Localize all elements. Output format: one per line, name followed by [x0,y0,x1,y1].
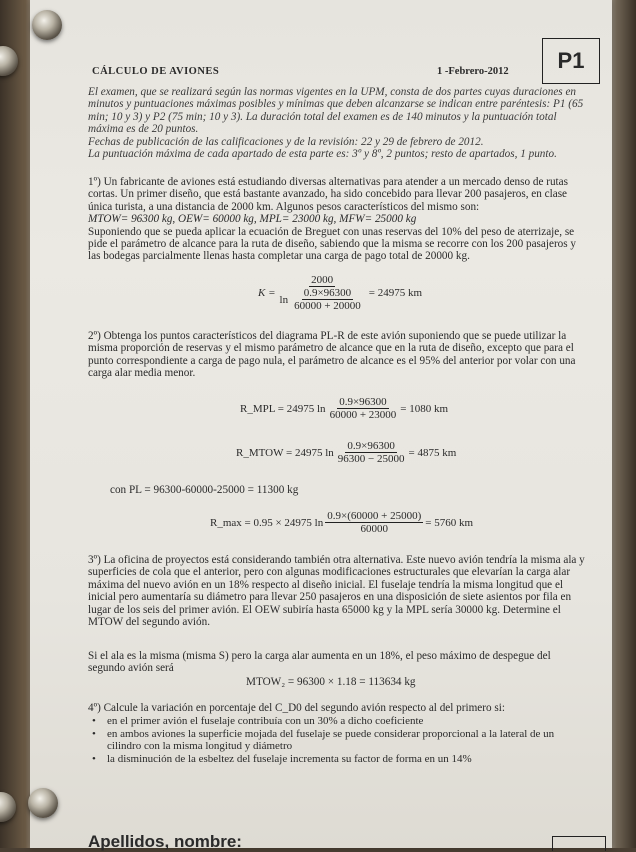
intro-scoring: La puntuación máxima de cada apartado de esta parte es: 3º y 8º, 2 puntos; resto de apartados, 1 punto. [88,148,557,161]
pushpin-icon [32,10,62,40]
question-3-text: 3º) La oficina de proyectos está considerando también otra alternativa. Este nuevo avión tendría la misma ala y superficies de cola que el anterior, pero con algunas modificaciones estructurales que elevarían la carga alar máxima del nuevo avión en un 18% respecto al diseño inicial. El fuselaje tendría la misma longitud que el inicial pero aumentaría su diámetro para llevar 250 pasajeros en una disposición de siete asientos por fila en lugar de los seis del primer avión. El OEW subiría hasta 65000 kg y la MPL sería 30000 kg. Determine el MTOW del segundo avión. [88,554,585,629]
list-item: • en el primer avión el fuselaje contribuía con un 30% a dicho coeficiente [92,715,586,728]
page-title: CÁLCULO DE AVIONES [92,66,220,77]
name-field-label: Apellidos, nombre: [88,832,242,851]
question-1 [88,176,585,263]
eq-inner-fraction [292,287,363,312]
eq-numerator: 2000 [311,274,334,286]
eq-lhs: R_max = 0.95 × 24975 ln [210,516,324,529]
question-1-text-2: Suponiendo que se pueda aplicar la ecuación de Breguet con unas reservas del 10% del peso de aterrizaje, se pide el parámetro de alcance para la ruta de diseño, sabiendo que la misma se recorre con los 200 pasajeros y las bodegas parcialmente llenas hasta completar una carga de pago total de 20000 kg. [88,225,577,263]
intro-rules: El examen, que se realizará según las normas vigentes en la UPM, consta de dos partes cuyas duraciones en minutos y puntuaciones máximas posibles y mínimas que deben alcanzarse se indican entre paréntesis: P1 (65 min; 10 y 3) y P2 (75 min; 10 y 3). La duración total del examen es de 140 minutos y la puntuación total máxima es de 20 puntos. [88,86,584,136]
eq-denominator: 60000 + 23000 [329,409,397,421]
question-4 [88,702,585,714]
intro-dates: Fechas de publicación de las calificaciones y de la revisión: 22 y 29 de febrero de 2012. [88,135,484,148]
part-label: P1 [557,48,585,73]
exam-date: 1 -Febrero-2012 [437,66,509,77]
question-4-text: 4º) Calcule la variación en porcentaje del C_D0 del segundo avión respecto al del primero si: [88,702,505,714]
equation-r-max [210,510,473,535]
eq-numerator: 0.9×96300 [347,440,395,452]
eq-inner-denominator: 60000 + 20000 [294,300,361,312]
payload-line: con PL = 96300-60000-25000 = 11300 kg [110,484,299,496]
eq-rhs: = 1080 km [400,402,449,415]
question-4-list [92,715,586,765]
equation-r-mpl [240,396,448,421]
eq-numerator: 0.9×(60000 + 25000) [327,510,422,522]
eq-rhs: = 4875 km [408,446,457,459]
eq-inner-numerator: 0.9×96300 [303,287,352,299]
question-3-answer [88,650,585,675]
eq-denominator [278,287,367,312]
grade-box [552,836,606,851]
intro-block [88,86,585,160]
question-2-text: 2º) Obtenga los puntos característicos del diagrama PL-R de este avión suponiendo que se puede utilizar la misma proporción de reservas y el mismo parámetro de alcance que en la ruta de diseño, excepto que para el punto correspondiente a carga de pago nula, el parámetro de alcance es el 95% del anterior por volar con una carga alar media menor. [88,330,576,380]
equation-k [258,274,422,312]
eq-fraction [328,396,399,421]
eq-lhs: K = [258,287,276,299]
eq-rhs: = 5760 km [425,516,473,529]
eq-fraction [325,510,423,535]
list-item: • la disminución de la esbeltez del fuselaje incrementa su factor de forma en un 14% [92,753,586,766]
eq-numerator: 0.9×96300 [339,396,387,408]
equation-mtow2: MTOW₂ = 96300 × 1.18 = 113634 kg [246,676,416,688]
eq-fraction [278,274,367,312]
eq-lhs: R_MPL = 24975 ln [240,402,326,415]
list-item: • en ambos aviones la superficie mojada del fuselaje se puede considerar proporcional a la lateral de un cilindro con la misma longitud y diámetro [92,728,586,753]
eq-rhs: = 24975 km [368,287,423,299]
equation-r-mtow [236,440,456,465]
eq-lhs: R_MTOW = 24975 ln [236,446,334,459]
question-1-weights: MTOW= 96300 kg, OEW= 60000 kg, MPL= 23000 kg, MFW= 25000 kg [88,213,417,226]
eq-denominator: 96300 − 25000 [337,453,405,465]
part-label-box [542,38,600,84]
question-1-text: 1º) Un fabricante de aviones está estudiando diversas alternativas para atender a un mercado denso de rutas cortas. Un primer diseño, que está bastante avanzado, ha sido concebido para llevar 200 pasajeros, en clase única turista, a una distancia de 2000 km. Algunos pesos característicos del mismo son: [88,176,568,213]
pushpin-icon [28,788,58,818]
eq-denominator: 60000 [360,523,388,535]
question-3 [88,554,585,628]
eq-fraction [336,440,407,465]
eq-ln: ln [279,293,289,306]
question-3-answer-text: Si el ala es la misma (misma S) pero la carga alar aumenta en un 18%, el peso máximo de despegue del segundo avión será [88,650,551,675]
question-2 [88,330,585,380]
